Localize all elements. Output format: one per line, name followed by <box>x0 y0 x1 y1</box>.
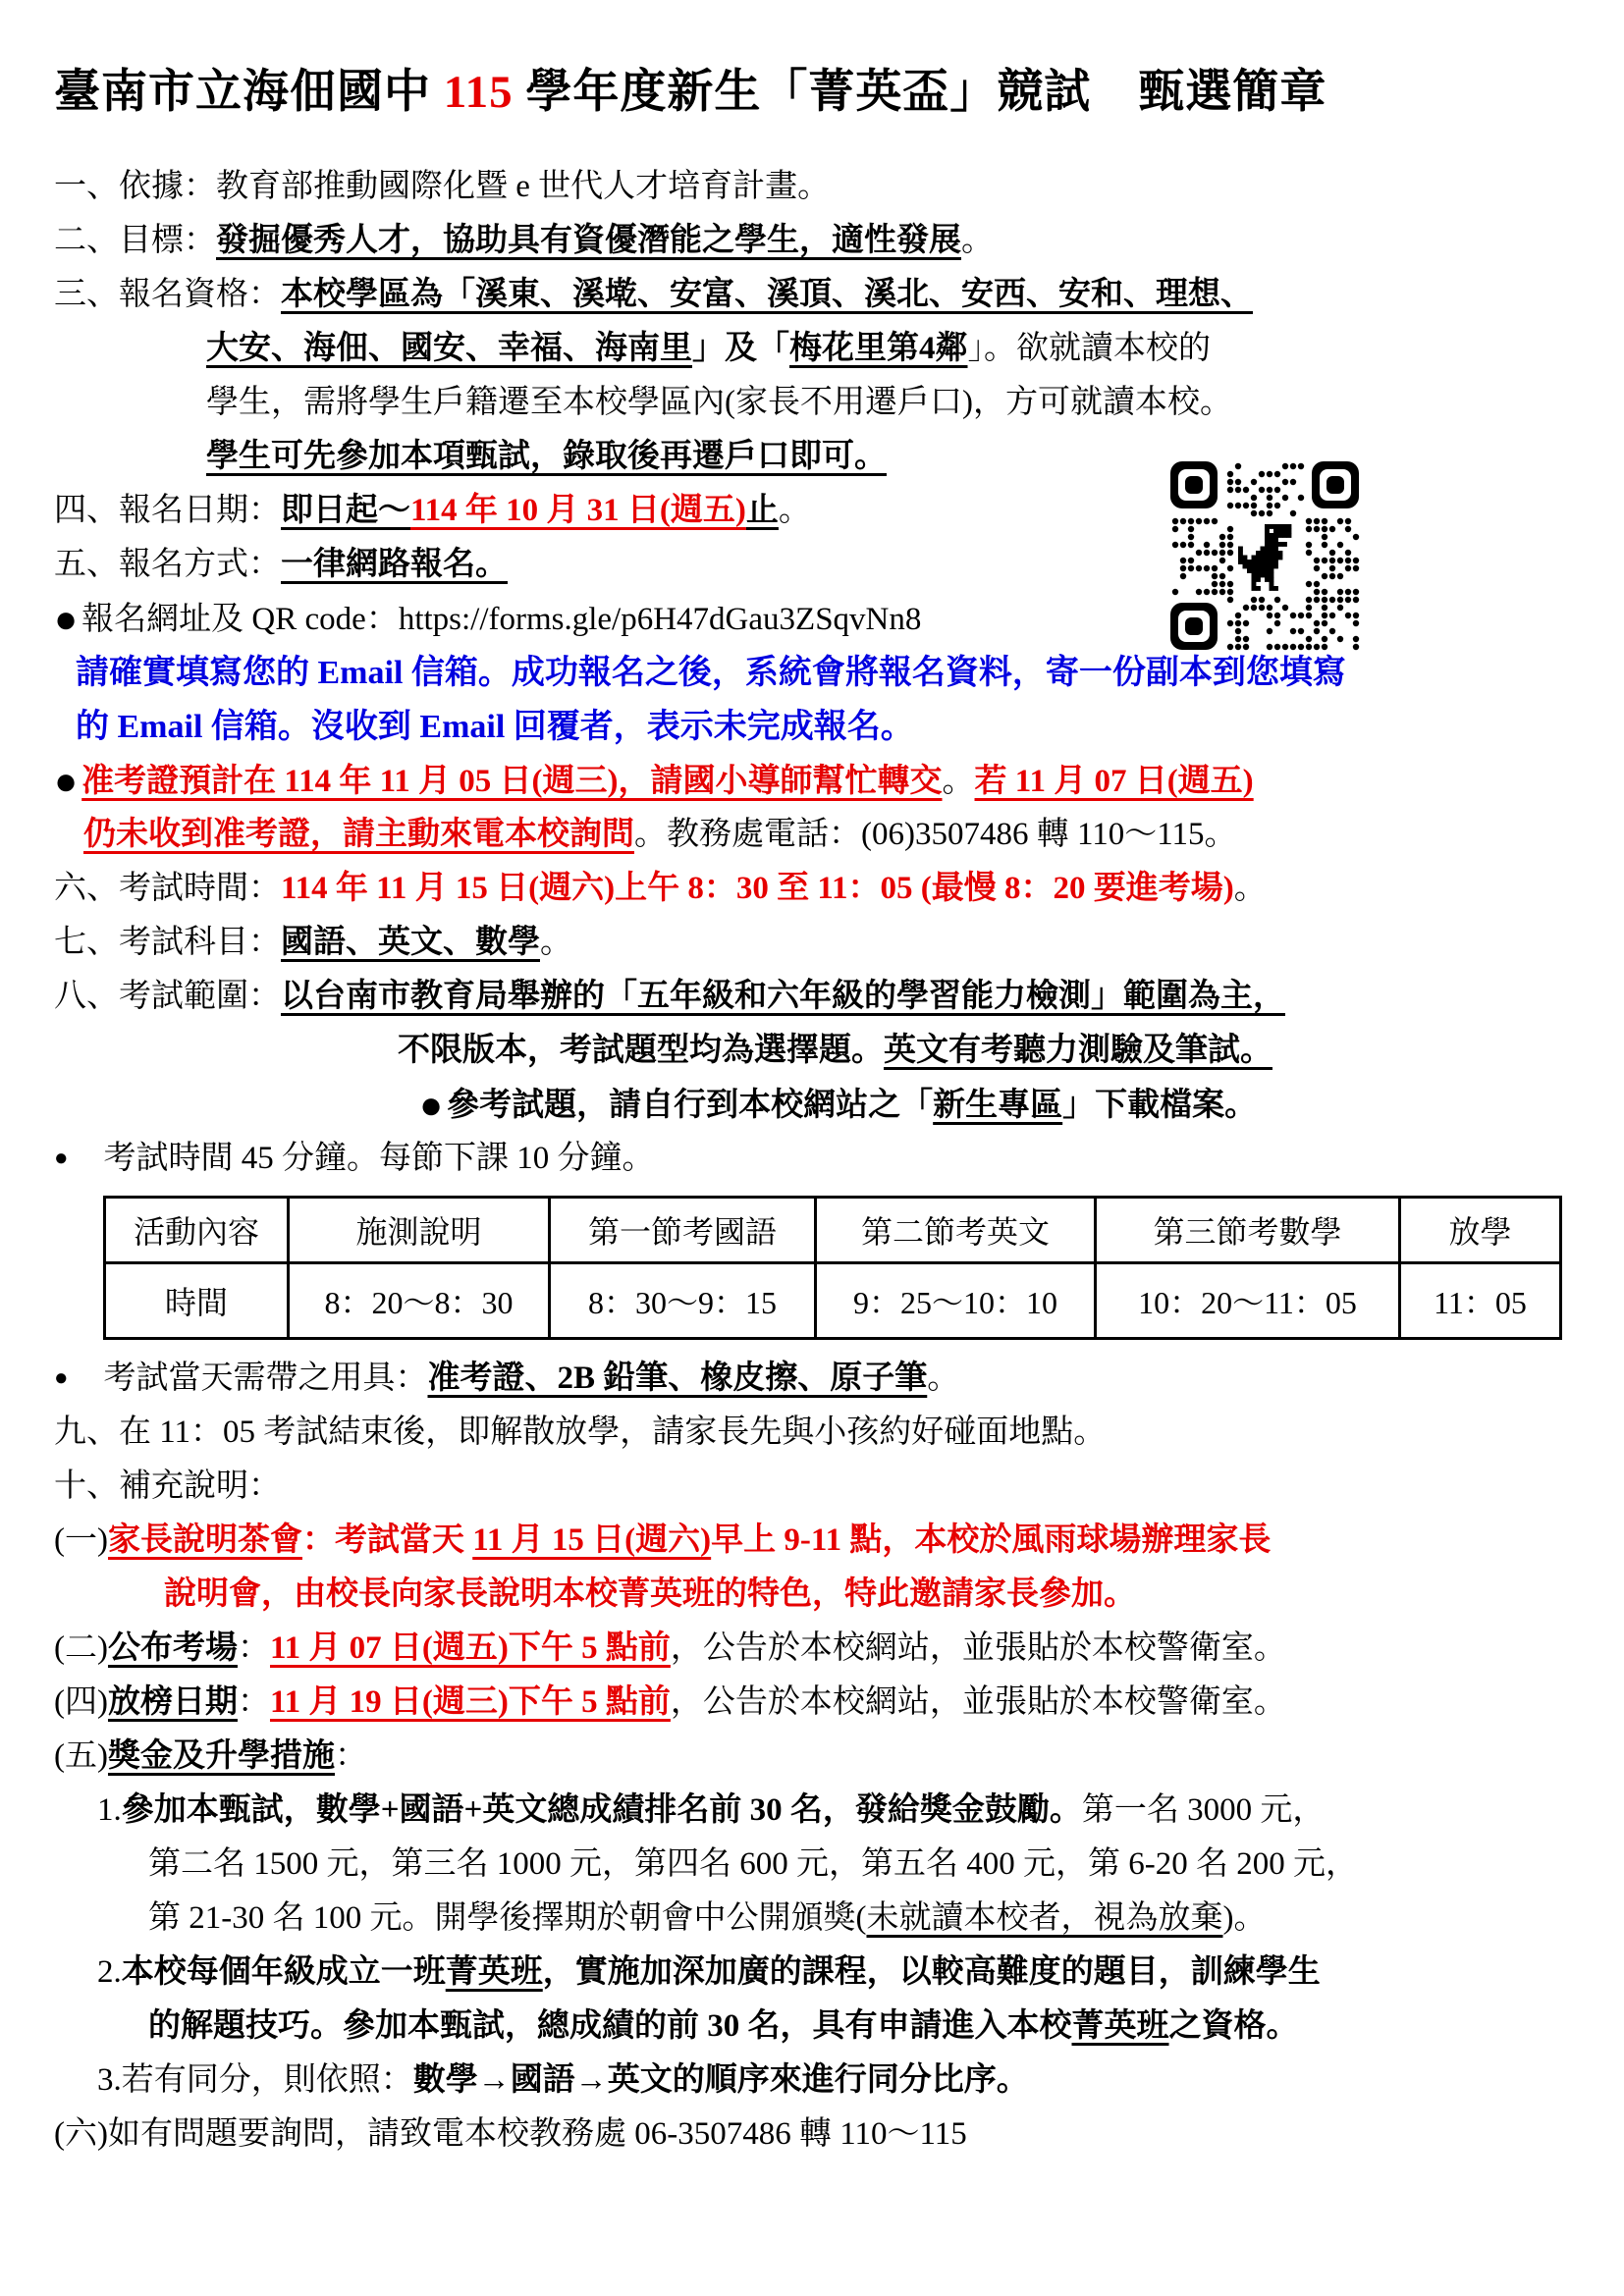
col-header-dismissal: 放學 <box>1400 1198 1561 1263</box>
item-eligibility-line3 <box>206 376 1589 430</box>
note-text: 請確實填寫您的 Email 信箱。成功報名之後，系統會將報名資料，寄一份副本到您填寫 <box>76 655 1346 691</box>
sub-prizes-heading <box>54 1730 1589 1784</box>
item-text: ，實施加深加廣的課程，以較高難度的題目，訓練學生 <box>542 1954 1321 1990</box>
note-text: 。 <box>942 764 975 799</box>
item-text: 之資格。 <box>1168 2008 1299 2044</box>
item-label: (六) <box>54 2116 108 2152</box>
item-text: 數學→國語→英文的順序來進行同分比序。 <box>412 2062 1029 2098</box>
bullet-icon: ● <box>54 597 79 641</box>
item-text: 。 <box>778 493 811 528</box>
item-label: (二) <box>54 1630 108 1666</box>
item-text: 未就讀本校者，視為放棄 <box>866 1900 1223 1936</box>
time-math: 10：20～11：05 <box>1096 1263 1400 1339</box>
admission-ticket-line2 <box>83 808 1589 862</box>
sub-parent-meeting-line1 <box>54 1514 1589 1568</box>
item-text: ：考試當天 <box>301 1522 473 1558</box>
item-text: 」下載檔案。 <box>1062 1088 1258 1123</box>
item-eligibility-line4 <box>206 430 1589 484</box>
col-header-math: 第三節考數學 <box>1096 1198 1400 1263</box>
tiebreak-line <box>97 2054 1589 2108</box>
item-text: 放榜日期 <box>107 1684 238 1720</box>
item-text: 教育部推動國際化暨 e 世代人才培育計畫。 <box>216 169 831 204</box>
admission-ticket-line1 <box>54 754 1589 808</box>
exam-duration-line <box>54 1132 1589 1186</box>
sub-contact <box>54 2108 1589 2162</box>
item-text: 本校每個年級成立一班 <box>121 1954 446 1990</box>
office-phone: 。教務處電話：(06)3507486 轉 110～115。 <box>634 817 1237 852</box>
item-text: 參加本甄試，數學+國語+英文總成績排名前 30 名，發給獎金鼓勵。 <box>121 1792 1082 1828</box>
item-eligibility-line2 <box>206 322 1589 376</box>
item-text: 學生，需將學生戶籍遷至本校學區內(家長不用遷戶口)，方可就讀本校。 <box>206 385 1232 420</box>
time-english: 9：25～10：10 <box>816 1263 1096 1339</box>
item-text: 」及「 <box>692 331 789 366</box>
item-text: 11 月 07 日(週五)下午 5 點前 <box>269 1630 671 1666</box>
time-dismissal: 11：05 <box>1400 1263 1561 1339</box>
item-text: 11 月 15 日(週六) <box>472 1522 712 1558</box>
item-exam-time <box>54 862 1589 916</box>
note-text: 考試時間 45 分鐘。每節下課 10 分鐘。 <box>103 1141 655 1176</box>
item-text: ，公告於本校網站，並張貼於本校警衛室。 <box>670 1684 1286 1720</box>
item-text: 第一名 3000 元， <box>1081 1792 1326 1828</box>
title-year: 115 <box>443 67 514 118</box>
email-note-line1 <box>76 646 1589 700</box>
item-text: ： <box>237 1684 270 1720</box>
item-text: 十、補充說明： <box>54 1468 281 1504</box>
item-supplement <box>54 1460 1589 1514</box>
table-row <box>105 1263 1561 1339</box>
note-text: 仍未收到准考證，請主動來電本校詢問 <box>83 817 634 852</box>
item-text: 大安、海佃、國安、幸福、海南里 <box>206 331 692 366</box>
item-text: 學生可先參加本項甄試，錄取後再遷戶口即可。 <box>206 439 887 474</box>
item-text: 國語、英文、數學 <box>281 925 540 960</box>
sub-venue-announcement <box>54 1622 1589 1676</box>
sub-results-announcement <box>54 1676 1589 1730</box>
item-text: )。 <box>1222 1900 1267 1936</box>
item-text: 即日起～ <box>281 493 410 528</box>
note-text: 。 <box>927 1361 960 1396</box>
item-text: 發掘優秀人才，協助具有資優潛能之學生，適性發展 <box>216 223 961 258</box>
item-text: 。 <box>1233 871 1267 906</box>
item-text: 新生專區 <box>933 1088 1063 1123</box>
item-label: 八、考試範圍： <box>54 979 281 1014</box>
qr-code <box>1166 457 1363 654</box>
item-text: 家長說明茶會 <box>107 1522 302 1558</box>
item-dismissal <box>54 1406 1589 1460</box>
item-text: ： <box>237 1630 270 1666</box>
item-text: 梅花里第4鄰 <box>789 331 968 366</box>
registration-url[interactable]: https://forms.gle/p6H47dGau3ZSqvNn8 <box>398 602 922 637</box>
col-header-chinese: 第一節考國語 <box>550 1198 816 1263</box>
prize-item1-line1 <box>97 1784 1589 1838</box>
item-text: 報名網址及 QR code： <box>81 602 399 637</box>
exam-schedule-table <box>103 1196 1562 1340</box>
contact-phone: 如有問題要詢問，請致電本校教務處 06-3507486 轉 110～115 <box>107 2116 967 2152</box>
item-basis <box>54 160 1589 214</box>
item-text: 公布考場 <box>107 1630 238 1666</box>
note-text: 准考證預計在 114 年 11 月 05 日(週三)，請國小導師幫忙轉交 <box>81 764 943 799</box>
item-text: 菁英班 <box>1071 2008 1169 2044</box>
item-text: 不限版本，考試題型均為選擇題。 <box>398 1033 884 1068</box>
item-text: 英文有考聽力測驗及筆試。 <box>884 1033 1272 1068</box>
item-text: 九、在 11：05 考試結束後，即解散放學，請家長先與小孩約好碰面地點。 <box>54 1415 1107 1450</box>
item-text: 早上 9-11 點，本校於風雨球場辦理家長 <box>711 1522 1272 1558</box>
item-number: 3. <box>97 2062 122 2098</box>
item-text: ： <box>334 1738 367 1774</box>
item-text: 止 <box>745 493 779 528</box>
col-header-briefing: 施測說明 <box>289 1198 550 1263</box>
item-number: 2. <box>97 1954 122 1990</box>
item-text: 第二名 1500 元，第三名 1000 元，第四名 600 元，第五名 400 元，第 6-20 名 200 元， <box>148 1846 1358 1882</box>
item-exam-scope-line1 <box>54 970 1589 1024</box>
time-chinese: 8：30～9：15 <box>550 1263 816 1339</box>
item-label: (一) <box>54 1522 108 1558</box>
col-header-activity: 活動內容 <box>105 1198 289 1263</box>
note-text: 准考證、2B 鉛筆、橡皮擦、原子筆 <box>427 1361 928 1396</box>
item-text: 若有同分，則依照： <box>121 2062 413 2098</box>
item-text: 一律網路報名。 <box>281 547 508 582</box>
page-title <box>54 55 1589 121</box>
elite-class-line2 <box>148 2000 1589 2054</box>
item-label: 七、考試科目： <box>54 925 281 960</box>
item-text: 。 <box>961 223 994 258</box>
deadline-date: 114 年 10 月 31 日(週五) <box>410 493 746 528</box>
item-label: 一、依據： <box>54 169 216 204</box>
item-exam-scope-line2 <box>398 1024 1589 1078</box>
item-label: 二、目標： <box>54 223 216 258</box>
item-text: ，公告於本校網站，並張貼於本校警衛室。 <box>670 1630 1286 1666</box>
item-label: 四、報名日期： <box>54 493 281 528</box>
sub-parent-meeting-line2 <box>164 1568 1589 1622</box>
row-label-time: 時間 <box>105 1263 289 1339</box>
item-text: 參考試題，請自行到本校網站之「 <box>447 1088 934 1123</box>
email-note-line2 <box>76 700 1589 754</box>
bullet-icon: ● <box>54 1365 69 1391</box>
qr-code-image <box>1166 457 1363 654</box>
item-label: 五、報名方式： <box>54 547 281 582</box>
title-school: 臺南市立海佃國中 <box>54 67 444 118</box>
time-briefing: 8：20～8：30 <box>289 1263 550 1339</box>
exam-datetime: 114 年 11 月 15 日(週六)上午 8：30 至 11：05 (最慢 8：20 要進考場) <box>281 871 1234 906</box>
item-text: 第 21-30 名 100 元。開學後擇期於朝會中公開頒獎( <box>148 1900 867 1936</box>
item-label: 三、報名資格： <box>54 277 281 312</box>
bullet-icon: ● <box>54 759 79 803</box>
elite-class-line1 <box>97 1946 1589 2000</box>
item-eligibility-line1 <box>54 268 1589 322</box>
note-text: 若 11 月 07 日(週五) <box>974 764 1254 799</box>
item-text: 獎金及升學措施 <box>107 1738 335 1774</box>
sample-questions-line <box>419 1078 1589 1132</box>
title-rest: 學年度新生「菁英盃」競試 甄選簡章 <box>513 67 1327 118</box>
item-goal <box>54 214 1589 268</box>
item-label: (五) <box>54 1738 108 1774</box>
col-header-english: 第二節考英文 <box>816 1198 1096 1263</box>
item-text: 。 <box>540 925 572 960</box>
bullet-icon: ● <box>54 1146 69 1171</box>
prize-item1-line3 <box>148 1892 1589 1946</box>
item-text: 說明會，由校長向家長說明本校菁英班的特色，特此邀請家長參加。 <box>164 1576 1136 1612</box>
item-text: 」。欲就讀本校的 <box>967 331 1211 366</box>
table-header-row <box>105 1198 1561 1263</box>
item-text: 的解題技巧。參加本甄試，總成績的前 30 名，具有申請進入本校 <box>148 2008 1072 2044</box>
item-exam-subjects <box>54 916 1589 970</box>
prize-item1-line2 <box>148 1838 1589 1892</box>
note-text: 的 Email 信箱。沒收到 Email 回覆者，表示未完成報名。 <box>76 709 914 745</box>
item-number: 1. <box>97 1792 122 1828</box>
exam-tools-line <box>54 1352 1589 1406</box>
item-text: 以台南市教育局舉辦的「五年級和六年級的學習能力檢測」範圍為主， <box>281 979 1285 1014</box>
item-label: (四) <box>54 1684 108 1720</box>
item-text: 菁英班 <box>445 1954 543 1990</box>
item-text: 11 月 19 日(週三)下午 5 點前 <box>269 1684 671 1720</box>
item-label: 六、考試時間： <box>54 871 281 906</box>
bullet-icon: ● <box>419 1083 444 1127</box>
item-text: 本校學區為「溪東、溪墘、安富、溪頂、溪北、安西、安和、理想、 <box>281 277 1253 312</box>
note-text: 考試當天需帶之用具： <box>103 1361 428 1396</box>
